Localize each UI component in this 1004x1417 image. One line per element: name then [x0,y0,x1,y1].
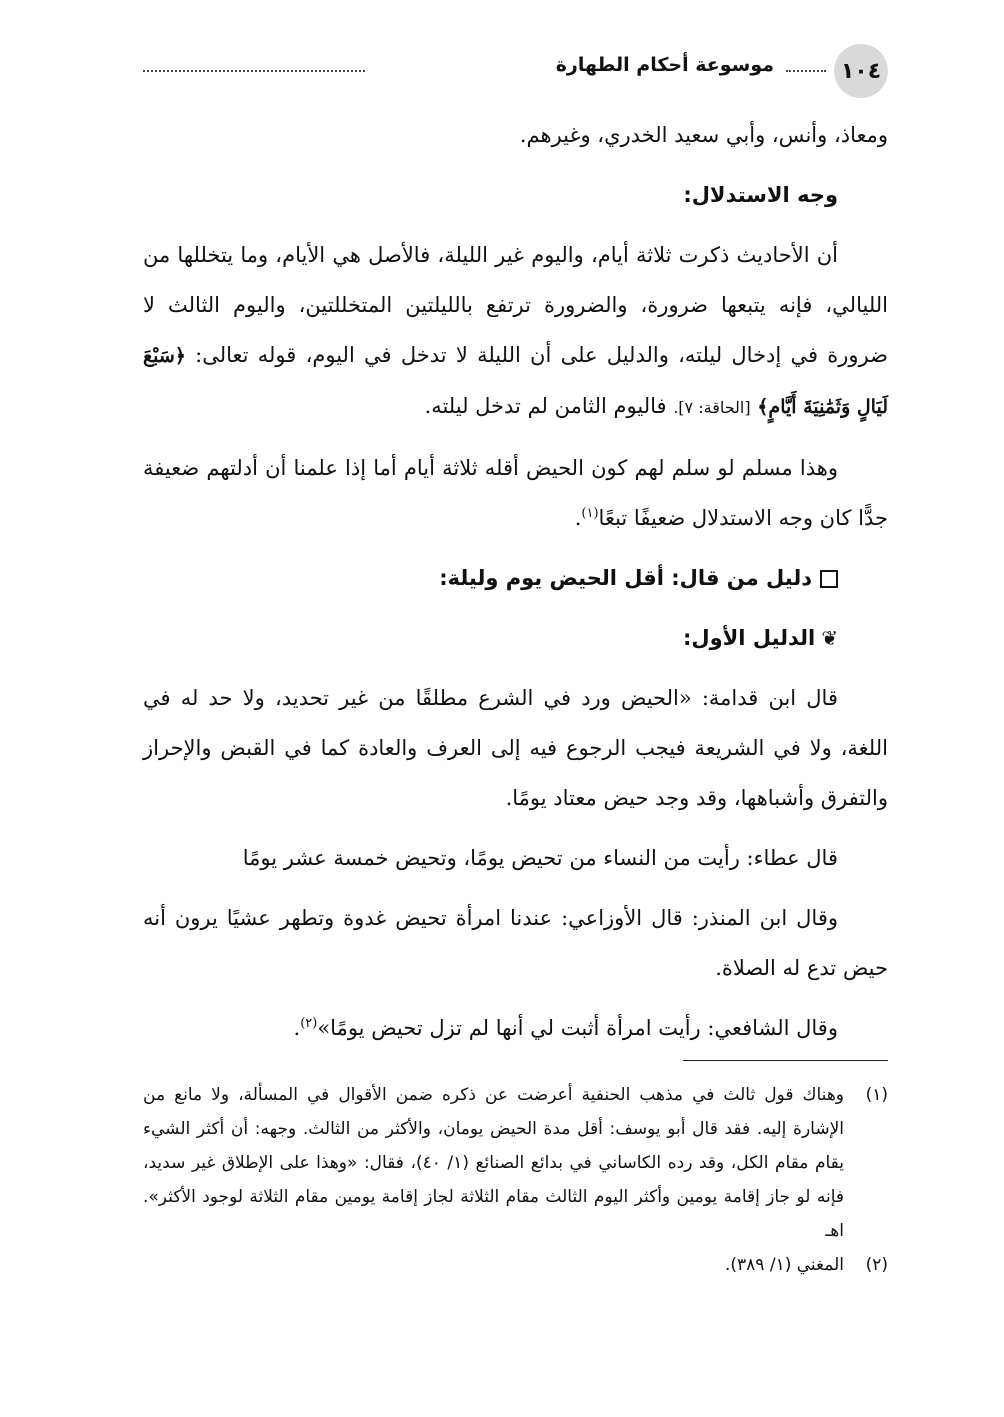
paragraph [143,230,888,433]
punctuation: . [574,506,582,530]
footnote-ref[interactable]: (١) [581,506,599,521]
footnote-separator [683,1060,888,1061]
footnote-ref[interactable]: (٢) [300,1016,318,1031]
footnote-text: المغني (١/ ٣٨٩). [724,1255,844,1275]
page-number: ١٠٤ [834,44,888,98]
paragraph: ومعاذ، وأنس، وأبي سعيد الخدري، وغيرهم. [519,123,888,147]
paragraph: قال ابن قدامة: «الحيض ورد في الشرع مطلقًا من غير تحديد، ولا حد له في اللغة، ولا في الشريعة فيجب الرجوع فيه إلى العرف والعادة كما في القبض والإحراز والتفرق وأشباهها، وقد وجد حيض معتاد يومًا. [143,686,888,810]
header-dotted-rule-right [786,70,826,72]
paragraph [143,1003,888,1053]
section-heading [143,553,888,603]
footnotes [143,1078,888,1282]
header-dotted-rule-left [143,70,365,72]
footnote [143,1078,888,1248]
paragraph-text: فاليوم الثامن لم تدخل ليلته. [424,394,667,418]
heading-text: الدليل الأول: [683,626,816,650]
quran-verse: ﴿سَبْعَ لَيَالٍ وَثَمَٰنِيَةَ أَيَّامٍ﴾ [143,345,888,418]
square-bullet-icon [820,570,838,588]
subsection-heading [143,613,888,663]
section-heading: وجه الاستدلال: [683,183,838,207]
page-header [143,44,888,96]
paragraph [143,443,888,543]
heading-text: دليل من قال: أقل الحيض يوم وليلة: [439,566,812,590]
book-title: موسوعة أحكام الطهارة [550,54,780,76]
footnote [143,1248,888,1282]
footnote-text: وهناك قول ثالث في مذهب الحنفية أعرضت عن ذكره ضمن الأقوال في المسألة، ولا مانع من الإشارة إليه. فقد قال أبو يوسف: أقل مدة الحيض يومان، والأكثر من الثالث. وجهه: أن أكثر الشيء يقام مقام الكل، وقد رده الكاساني في بدائع الصنائع (١/ ٤٠)، فقال: «وهذا على الإطلاق غير سديد، فإنه لو جاز إقامة يومين وأكثر اليوم الثالث مقام الثلاثة لجاز إقامة يومين مقام الثلاثة لوجود الأكثر». اهـ [143,1085,844,1241]
footnote-number: (١) [865,1085,888,1105]
main-text [143,110,888,1063]
paragraph-text: أن الأحاديث ذكرت ثلاثة أيام، واليوم غير الليلة، فالأصل هي الأيام، وما يتخللها من الليالي، فإنه يتبعها ضرورة، والضرورة ترتفع بالليلتين المتخللتين، واليوم الثالث لا ضرورة في إدخال ليلته، والدليل على أن الليلة لا تدخل في اليوم، قوله تعالى: [143,243,888,367]
verse-reference: [الحاقة: ٧]. [673,398,751,417]
punctuation: . [293,1016,301,1040]
leaf-ornament-icon: ❦ [821,626,838,650]
paragraph-text: وقال الشافعي: رأيت امرأة أثبت لي أنها لم تزل تحيض يومًا» [317,1016,838,1040]
paragraph: قال عطاء: رأيت من النساء من تحيض يومًا، وتحيض خمسة عشر يومًا [242,846,838,870]
footnote-number: (٢) [865,1255,888,1275]
paragraph: وقال ابن المنذر: قال الأوزاعي: عندنا امرأة تحيض غدوة وتطهر عشيًا يرون أنه حيض تدع له الصلاة. [143,906,888,980]
paragraph-text: وهذا مسلم لو سلم لهم كون الحيض أقله ثلاثة أيام أما إذا علمنا أن أدلتهم ضعيفة جدًّا كان وجه الاستدلال ضعيفًا تبعًا [143,456,888,530]
